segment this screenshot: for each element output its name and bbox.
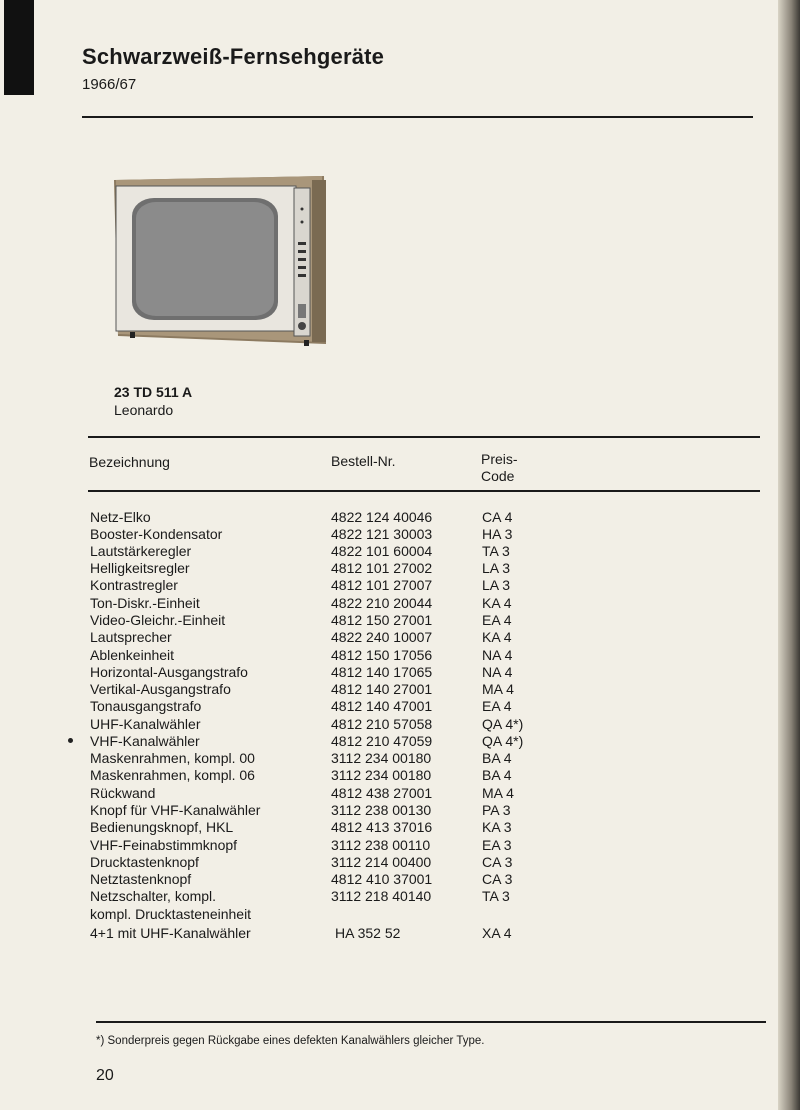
price-code: BA 4 bbox=[482, 750, 512, 766]
page-subtitle: 1966/67 bbox=[82, 76, 137, 93]
table-row bbox=[0, 647, 800, 664]
page-title: Schwarzweiß-Fernsehgeräte bbox=[82, 44, 385, 69]
price-code: CA 3 bbox=[482, 854, 513, 870]
price-code: KA 4 bbox=[482, 629, 512, 645]
table-row bbox=[0, 716, 800, 733]
table-row bbox=[0, 802, 800, 819]
part-name: Rückwand bbox=[90, 785, 156, 801]
order-number: 4812 140 47001 bbox=[331, 698, 433, 714]
table-row bbox=[0, 629, 800, 646]
part-name: Netztastenknopf bbox=[90, 871, 192, 887]
table-row bbox=[0, 681, 800, 698]
part-name: Ablenkeinheit bbox=[90, 647, 175, 663]
part-name: Horizontal-Ausgangstrafo bbox=[90, 664, 248, 680]
model-name: Leonardo bbox=[114, 402, 174, 418]
part-name: Tonausgangstrafo bbox=[90, 698, 202, 714]
part-name: kompl. Drucktasteneinheit bbox=[90, 906, 252, 922]
order-number: 3112 238 00130 bbox=[331, 802, 432, 818]
price-code: NA 4 bbox=[482, 664, 513, 680]
table-row bbox=[0, 543, 800, 560]
order-number: 3112 234 00180 bbox=[331, 767, 432, 783]
table-row bbox=[0, 837, 800, 854]
price-code: QA 4*) bbox=[482, 716, 524, 732]
part-name: Helligkeitsregler bbox=[90, 560, 190, 576]
table-row bbox=[0, 767, 800, 784]
table-row bbox=[0, 925, 800, 942]
price-code: KA 3 bbox=[482, 819, 512, 835]
order-number: 4822 121 30003 bbox=[331, 526, 433, 542]
order-number: 4812 150 17056 bbox=[331, 647, 433, 663]
table-row bbox=[0, 750, 800, 767]
price-code: HA 3 bbox=[482, 526, 513, 542]
table-row bbox=[0, 560, 800, 577]
order-number: 4812 438 27001 bbox=[331, 785, 433, 801]
margin-bullet-mark bbox=[68, 738, 73, 743]
price-code: NA 4 bbox=[482, 647, 513, 663]
order-number: HA 352 52 bbox=[335, 925, 401, 941]
part-name: Drucktastenknopf bbox=[90, 854, 199, 870]
order-number: 4812 101 27002 bbox=[331, 560, 433, 576]
header-divider bbox=[82, 116, 753, 118]
part-name: 4+1 mit UHF-Kanalwähler bbox=[90, 925, 251, 941]
part-name: Bedienungsknopf, HKL bbox=[90, 819, 234, 835]
part-name: Lautstärkeregler bbox=[90, 543, 192, 559]
page-number: 20 bbox=[96, 1067, 114, 1084]
table-row bbox=[0, 698, 800, 715]
order-number: 4822 240 10007 bbox=[331, 629, 433, 645]
order-number: 4812 413 37016 bbox=[331, 819, 433, 835]
model-number: 23 TD 511 A bbox=[114, 384, 193, 400]
table-row bbox=[0, 577, 800, 594]
part-name: Vertikal-Ausgangstrafo bbox=[90, 681, 231, 697]
part-name: Netzschalter, kompl. bbox=[90, 888, 217, 904]
part-name: Ton-Diskr.-Einheit bbox=[90, 595, 200, 611]
order-number: 4812 210 57058 bbox=[331, 716, 433, 732]
table-row bbox=[0, 819, 800, 836]
order-number: 4812 150 27001 bbox=[331, 612, 433, 628]
part-name: Lautsprecher bbox=[90, 629, 172, 645]
price-code: PA 3 bbox=[482, 802, 511, 818]
price-code: TA 3 bbox=[482, 888, 510, 904]
order-number: 4822 101 60004 bbox=[331, 543, 433, 559]
price-code: CA 4 bbox=[482, 509, 513, 525]
price-code: CA 3 bbox=[482, 871, 513, 887]
part-name: UHF-Kanalwähler bbox=[90, 716, 201, 732]
order-number: 4812 140 27001 bbox=[331, 681, 433, 697]
order-number: 3112 218 40140 bbox=[331, 888, 432, 904]
column-header-code: Code bbox=[481, 468, 515, 484]
television-set-icon bbox=[110, 174, 330, 357]
table-row bbox=[0, 871, 800, 888]
price-code: BA 4 bbox=[482, 767, 512, 783]
table-row bbox=[0, 612, 800, 629]
order-number: 4812 210 47059 bbox=[331, 733, 433, 749]
part-name: Netz-Elko bbox=[90, 509, 151, 525]
part-name: VHF-Kanalwähler bbox=[90, 733, 200, 749]
footnote-divider bbox=[96, 1021, 766, 1023]
order-number: 4812 101 27007 bbox=[331, 577, 433, 593]
table-row bbox=[0, 888, 800, 905]
order-number: 3112 234 00180 bbox=[331, 750, 432, 766]
price-code: EA 3 bbox=[482, 837, 512, 853]
price-code: MA 4 bbox=[482, 681, 514, 697]
price-code: EA 4 bbox=[482, 612, 512, 628]
part-name: Maskenrahmen, kompl. 06 bbox=[90, 767, 255, 783]
table-row bbox=[0, 509, 800, 526]
table-row bbox=[0, 785, 800, 802]
order-number: 4822 210 20044 bbox=[331, 595, 433, 611]
order-number: 4822 124 40046 bbox=[331, 509, 433, 525]
column-header-bestell-nr: Bestell-Nr. bbox=[331, 453, 396, 469]
table-row bbox=[0, 664, 800, 681]
table-row bbox=[0, 906, 800, 923]
price-code: LA 3 bbox=[482, 560, 511, 576]
table-top-rule bbox=[88, 436, 760, 438]
section-tab-marker bbox=[4, 0, 34, 95]
order-number: 4812 410 37001 bbox=[331, 871, 433, 887]
price-code: XA 4 bbox=[482, 925, 512, 941]
part-name: Booster-Kondensator bbox=[90, 526, 223, 542]
table-row bbox=[0, 526, 800, 543]
part-name: Maskenrahmen, kompl. 00 bbox=[90, 750, 255, 766]
part-name: Knopf für VHF-Kanalwähler bbox=[90, 802, 261, 818]
table-row bbox=[0, 595, 800, 612]
part-name: VHF-Feinabstimmknopf bbox=[90, 837, 238, 853]
price-code: KA 4 bbox=[482, 595, 512, 611]
table-row bbox=[0, 733, 800, 750]
price-code: LA 3 bbox=[482, 577, 511, 593]
part-name: Kontrastregler bbox=[90, 577, 178, 593]
price-code: QA 4*) bbox=[482, 733, 524, 749]
column-header-preis: Preis- bbox=[481, 451, 518, 467]
part-name: Video-Gleichr.-Einheit bbox=[90, 612, 226, 628]
table-row bbox=[0, 854, 800, 871]
price-code: EA 4 bbox=[482, 698, 512, 714]
price-code: MA 4 bbox=[482, 785, 514, 801]
price-code: TA 3 bbox=[482, 543, 510, 559]
footnote: *) Sonderpreis gegen Rückgabe eines defekten Kanalwählers gleicher Type. bbox=[96, 1035, 485, 1047]
order-number: 3112 214 00400 bbox=[331, 854, 432, 870]
column-header-bezeichnung: Bezeichnung bbox=[89, 454, 170, 470]
order-number: 3112 238 00110 bbox=[331, 837, 431, 853]
order-number: 4812 140 17065 bbox=[331, 664, 433, 680]
table-header-rule bbox=[88, 490, 760, 492]
